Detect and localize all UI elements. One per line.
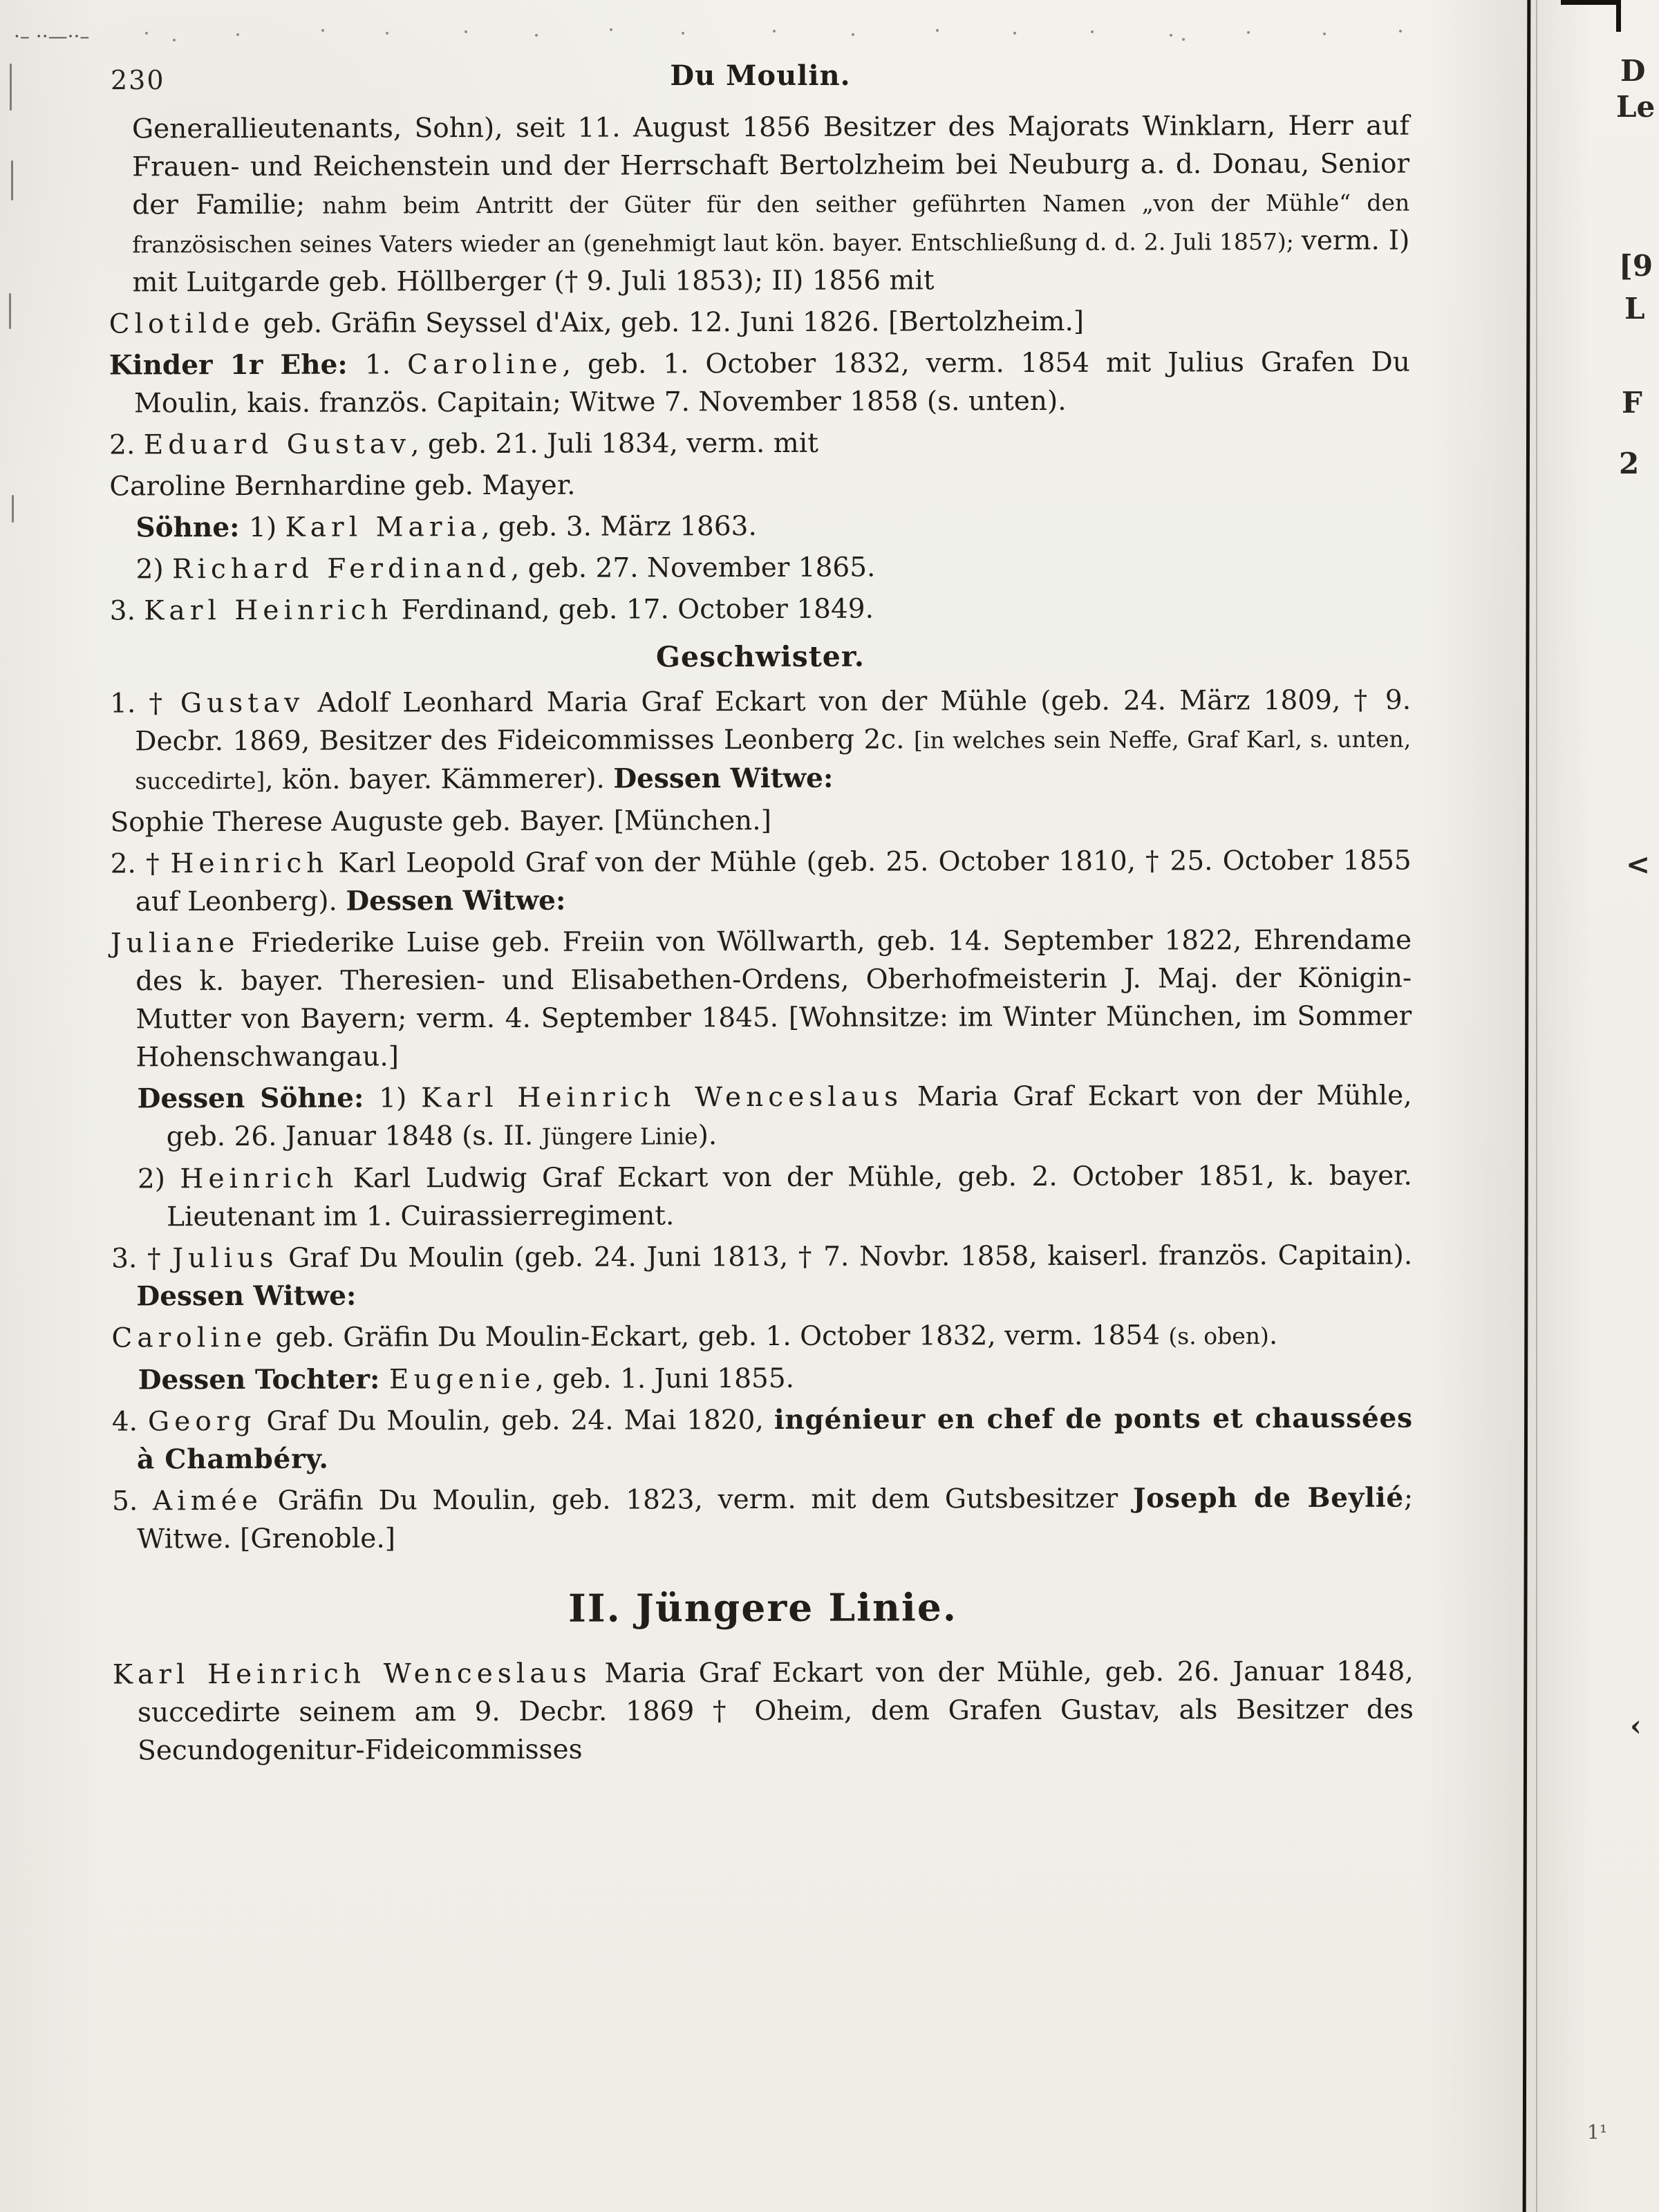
page-gutter-line (1523, 0, 1531, 2212)
scan-left-mark (12, 495, 14, 523)
page-gutter-shadow (1536, 0, 1537, 2212)
text-run: 2) (135, 554, 173, 585)
text-run: 5. (112, 1485, 153, 1517)
scan-fragment: F (1622, 386, 1642, 420)
text-run: 1) (249, 512, 285, 543)
text-run: ; Witwe. [Grenoble.] (137, 1482, 1414, 1555)
text-run: Richard Ferdinand (171, 552, 512, 585)
text-run: geb. Gräfin Du Moulin-Eckart, geb. 1. October 1832, verm. 1854 (266, 1320, 1169, 1353)
text-run: Maria Graf Eckart von der Mühle, geb. 26. Januar 1848 (s. II. (166, 1080, 1412, 1153)
text-run: 1) (379, 1082, 422, 1114)
entry-karl-heinrich-wenceslaus (113, 1653, 1414, 1770)
text-run: 1. † (110, 688, 180, 720)
text-run: Söhne: (135, 511, 250, 544)
text-run: Graf Du Moulin, geb. 24. Mai 1820, (256, 1404, 774, 1437)
text-run: Heinrich (180, 1163, 339, 1195)
text-run: Adolf Leonhard Maria Graf Eckart von der Mühle (geb. 24. März 1809, † 9. Decbr. 1869, Besitzer des Fideicommisses Leonberg 2c. (135, 684, 1412, 758)
text-run: , geb. 27. November 1865. (510, 552, 876, 584)
entry-juliane-friederike (111, 921, 1412, 1077)
page-number: 230 (111, 65, 165, 95)
text-run: Karl Maria (285, 512, 482, 543)
scan-fragment: [9 (1619, 249, 1653, 283)
scan-corner-mark (1616, 0, 1621, 32)
page-header (111, 59, 1410, 101)
text-run: geb. Gräfin Seyssel d'Aix, geb. 12. Juni 1826. [Bertolzheim.] (254, 306, 1085, 339)
entry-gustav-adolf (110, 682, 1411, 800)
entry-richard-ferdinand (136, 547, 1411, 589)
text-body (109, 104, 1414, 1774)
entry-clotilde (109, 302, 1410, 344)
section-heading-geschwister (110, 637, 1411, 678)
text-run: 2. (109, 429, 144, 461)
paragraph-continuation (132, 107, 1410, 302)
scan-fragment: ‹ (1630, 1709, 1642, 1743)
scan-fragment: Le (1616, 90, 1656, 124)
scan-fragment: ·– ··—··– (14, 25, 90, 48)
text-run: Caroline Bernhardine geb. Mayer. (109, 469, 576, 503)
text-run: , kön. bayer. Kämmerer). (265, 763, 614, 796)
entry-caroline-witwe (111, 1316, 1412, 1358)
scan-left-mark (10, 64, 12, 111)
text-run: Dessen Söhne: (137, 1082, 379, 1115)
entry-eduard-gustav (109, 423, 1410, 465)
text-run: , geb. 21. Juli 1834, verm. mit (410, 427, 818, 460)
entry-aimee-graefin (112, 1479, 1413, 1559)
text-run: Geschwister. (655, 639, 865, 674)
entry-heinrich-karl-leopold (111, 842, 1412, 921)
entry-soehne-karl-maria (135, 506, 1410, 547)
text-run: Jüngere Linie (541, 1123, 698, 1150)
text-run: Julius (172, 1242, 279, 1275)
text-run: Eduard Gustav (143, 429, 411, 461)
text-run: Juliane (110, 927, 240, 959)
scan-fragment: D (1620, 54, 1646, 88)
text-run: Clotilde (109, 308, 255, 340)
entry-caroline-bernhardine (109, 465, 1410, 506)
text-run: Kinder 1r Ehe: (109, 348, 365, 382)
text-run: , geb. 3. März 1863. (481, 511, 757, 543)
text-run: Graf Du Moulin (geb. 24. Juni 1813, † 7. Novbr. 1858, kaiserl. französ. Capitain). (278, 1239, 1413, 1274)
entry-dessen-soehne-karl (138, 1077, 1412, 1157)
scan-left-mark (9, 293, 11, 329)
text-run: Dessen Witwe: (613, 762, 834, 795)
text-run: Gustav (180, 687, 305, 720)
text-run: Dessen Tochter: (138, 1363, 390, 1396)
text-run: 3. † (111, 1243, 173, 1275)
text-run: 4. (111, 1406, 149, 1438)
text-run: [in welches sein Neffe, Graf Karl, s. unten, succedirte] (135, 725, 1412, 795)
text-run: (s. oben) (1168, 1322, 1269, 1350)
text-run: Karl Ludwig Graf Eckart von der Mühle, geb. 2. October 1851, k. bayer. Lieutenant im 1. Cuirassierregiment. (166, 1160, 1412, 1233)
text-run: Gräfin Du Moulin, geb. 1823, verm. mit dem Gutsbesitzer (262, 1483, 1134, 1517)
text-run: 2. † (110, 848, 171, 880)
text-run: Heinrich (170, 847, 329, 880)
text-run: Generallieutenants, Sohn), seit 11. August 1856 Besitzer des Majorats Winklarn, Herr auf Frauen- und Reichenstein und der Herrschaft Bertolzheim bei Neuburg a. d. Donau, Senior der Familie; (131, 110, 1410, 221)
text-run: Maria Graf Eckart von der Mühle, geb. 26. Januar 1848, succedirte seinem am 9. Decbr. 1869 † Oheim, dem Grafen Gustav, als Besitzer des Secundogenitur-Fideicommisses (137, 1656, 1414, 1767)
text-run: verm. I) mit Luitgarde geb. Höllberger († 9. Juli 1853); II) 1856 mit (132, 225, 1410, 299)
entry-julius-graf (111, 1237, 1412, 1316)
text-run: Ferdinand, geb. 17. October 1849. (393, 593, 874, 626)
text-run: Sophie Therese Auguste geb. Bayer. [München.] (110, 805, 771, 838)
text-run: ingénieur en chef de ponts et chaussées à Chambéry. (136, 1402, 1413, 1476)
text-run: , geb. 1. October 1832, verm. 1854 mit Julius Grafen Du Moulin, kais. französ. Capitain; Witwe 7. November 1858 (s. unten). (133, 346, 1410, 420)
text-run: Dessen Witwe: (346, 884, 566, 917)
text-run: Dessen Witwe: (136, 1280, 357, 1313)
text-run: Aimée (152, 1485, 263, 1517)
text-run: nahm beim Antritt der Güter für den seither geführten Namen „von der Mühle“ den französischen seines Vaters wieder an (genehmigt laut kön. bayer. Entschließung d. d. 2. Juli 1857); (132, 189, 1410, 259)
text-run: 2) (137, 1163, 180, 1195)
text-run: Eugenie (388, 1363, 536, 1396)
text-run: Georg (147, 1405, 256, 1438)
scan-fragment: 1¹ (1587, 2121, 1608, 2144)
entry-dessen-tochter-eugenie (138, 1358, 1413, 1400)
scan-fragment: 2 (1619, 447, 1640, 480)
entry-kinder-erster-ehe (109, 344, 1410, 423)
text-run: Friederike Luise geb. Freiin von Wöllwarth, geb. 14. September 1822, Ehrendame des k. bayer. Theresien- und Elisabethen-Ordens, Oberhofmeisterin J. Maj. der Königin-Mutter von Bayern; verm. 4. September 1845. [Wohnsitze: im Winter München, im Sommer Hohenschwangau.] (135, 924, 1412, 1074)
scan-corner-mark (1561, 0, 1620, 5)
scan-speckles (145, 32, 148, 35)
section-heading-juengere-linie (112, 1584, 1413, 1631)
text-run: Karl Heinrich Wenceslaus (112, 1658, 592, 1691)
entry-georg-graf (112, 1400, 1413, 1479)
text-run: 3. (109, 595, 144, 627)
entry-sophie-therese (110, 800, 1411, 842)
scan-fragment: L (1624, 292, 1645, 326)
text-run: . (1268, 1320, 1278, 1351)
entry-karl-heinrich-ferdinand (110, 589, 1411, 630)
scan-fragment: < (1626, 847, 1651, 881)
text-run: Karl Leopold Graf von der Mühle (geb. 25. October 1810, † 25. October 1855 auf Leonberg). (135, 845, 1412, 918)
text-run: Joseph de Beylié (1132, 1481, 1405, 1515)
text-run: II. Jüngere Linie. (568, 1584, 958, 1631)
text-run: , geb. 1. Juni 1855. (535, 1362, 795, 1395)
text-run: 1. (364, 349, 408, 381)
text-run: Karl Heinrich (144, 594, 393, 627)
text-run: ). (697, 1120, 718, 1152)
scan-left-mark (11, 160, 13, 200)
text-run: Caroline (407, 348, 563, 381)
page-title: Du Moulin. (670, 59, 851, 92)
text-run: Caroline (111, 1322, 268, 1354)
entry-heinrich-karl-ludwig (138, 1157, 1412, 1237)
text-run: Karl Heinrich Wenceslaus (420, 1081, 903, 1114)
